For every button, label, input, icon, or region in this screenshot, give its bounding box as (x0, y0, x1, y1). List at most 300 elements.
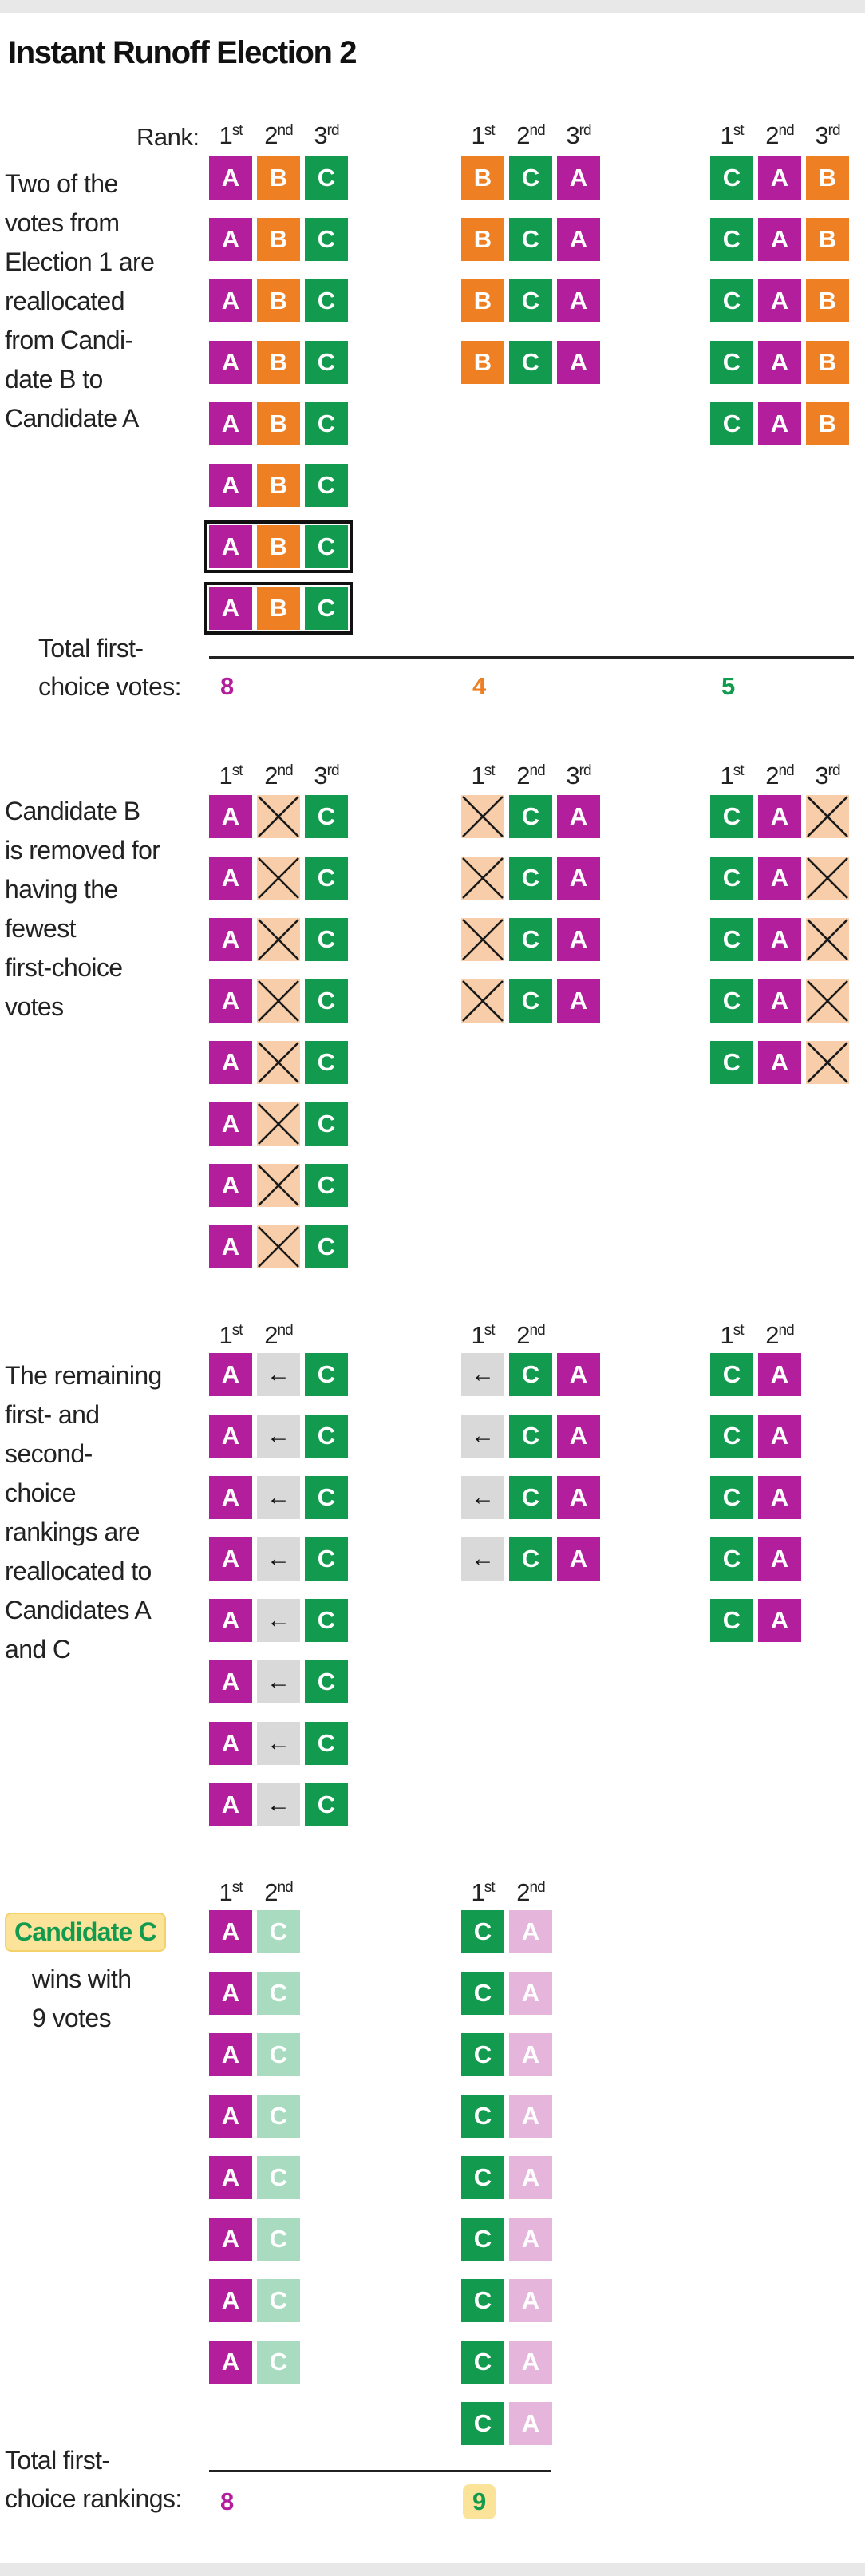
candidate-c-cell: C (305, 918, 348, 961)
candidate-a-cell: A (209, 1783, 252, 1826)
rank-number: 2 (765, 1321, 779, 1349)
rank-suffix: st (231, 1322, 243, 1339)
rank-suffix: nd (277, 1879, 293, 1896)
candidate-c-cell: C (305, 795, 348, 838)
section-3-text (5, 1356, 162, 1669)
candidate-c-cell: C (305, 525, 348, 568)
candidate-c-cell: C (461, 1972, 504, 2015)
candidate-c-cell: C (710, 402, 753, 445)
x-mark-icon (461, 857, 504, 900)
text-line: 9 votes (32, 2004, 111, 2032)
x-mark-icon (806, 1041, 849, 1084)
candidate-a-cell: A (209, 1599, 252, 1642)
rank-suffix: rd (579, 762, 591, 779)
candidate-c-cell: C (461, 2033, 504, 2076)
x-mark-icon (461, 918, 504, 961)
candidate-a-cell: A (209, 2156, 252, 2199)
text-line: and C (5, 1635, 71, 1664)
text-line: second- (5, 1439, 93, 1468)
candidate-c-cell: C (509, 1476, 552, 1519)
rank-suffix: rd (326, 762, 339, 779)
candidate-c-faded-cell: C (257, 2156, 300, 2199)
rank-header-2 (755, 123, 804, 148)
winner-badge: Candidate C (5, 1913, 166, 1952)
rank-header-2 (254, 123, 303, 148)
rank-suffix: st (733, 1322, 744, 1339)
candidate-a-cell: A (209, 1476, 252, 1519)
totals-divider (209, 2470, 551, 2472)
removed-candidate-cell (257, 857, 300, 900)
removed-candidate-cell (461, 979, 504, 1023)
removed-candidate-cell (257, 918, 300, 961)
rank-number: 1 (471, 1321, 484, 1349)
removed-candidate-cell (806, 857, 849, 900)
rank-number: 1 (219, 1878, 232, 1906)
candidate-a-cell: A (209, 2218, 252, 2261)
text-line: reallocated (5, 287, 124, 315)
rank-number: 2 (264, 1321, 278, 1349)
candidate-c-faded-cell: C (257, 2218, 300, 2261)
candidate-c-faded-cell: C (257, 2033, 300, 2076)
x-mark-icon (257, 918, 300, 961)
removed-candidate-cell (257, 1225, 300, 1268)
rank-header-3 (302, 763, 351, 788)
rank-number: 2 (765, 762, 779, 789)
candidate-c-cell: C (509, 1537, 552, 1581)
page-title: Instant Runoff Election 2 (8, 35, 357, 70)
candidate-a-cell: A (209, 1537, 252, 1581)
candidate-a-faded-cell: A (509, 2341, 552, 2384)
candidate-c-cell: C (509, 156, 552, 200)
rank-suffix: st (231, 762, 243, 779)
x-mark-icon (257, 1041, 300, 1084)
candidate-a-cell: A (758, 1537, 801, 1581)
candidate-a-cell: A (209, 587, 252, 630)
candidate-c-cell: C (305, 1660, 348, 1703)
rank-header-1 (458, 1880, 508, 1905)
candidate-b-cell: B (257, 464, 300, 507)
section-1-text (5, 164, 154, 438)
text-line: Election 1 are (5, 247, 155, 276)
total-votes-a: 8 (220, 672, 235, 700)
candidate-c-cell: C (305, 587, 348, 630)
candidate-c-cell: C (710, 156, 753, 200)
candidate-a-faded-cell: A (509, 2279, 552, 2322)
totals-divider (209, 656, 854, 659)
candidate-c-cell: C (710, 1599, 753, 1642)
candidate-a-cell: A (209, 2033, 252, 2076)
rank-number: 1 (471, 121, 484, 149)
rank-header-2 (506, 123, 555, 148)
candidate-a-cell: A (758, 1599, 801, 1642)
candidate-c-cell: C (305, 1722, 348, 1765)
removed-candidate-cell (461, 918, 504, 961)
candidate-a-cell: A (758, 918, 801, 961)
rank-header-1 (707, 1323, 756, 1347)
section-2-text (5, 792, 160, 1027)
rank-header-2 (254, 763, 303, 788)
candidate-a-cell: A (758, 1041, 801, 1084)
rank-number: 1 (219, 121, 232, 149)
reallocation-arrow-icon: ← (257, 1722, 300, 1765)
removed-candidate-cell (806, 979, 849, 1023)
candidate-a-cell: A (557, 279, 600, 322)
rank-suffix: nd (277, 122, 293, 139)
rank-suffix: nd (277, 762, 293, 779)
reallocation-arrow-icon: ← (257, 1476, 300, 1519)
x-mark-icon (806, 795, 849, 838)
candidate-c-cell: C (305, 1102, 348, 1146)
totals-label (5, 2441, 182, 2518)
reallocated-ballot-outline (204, 520, 353, 573)
candidate-c-cell: C (305, 402, 348, 445)
candidate-c-cell: C (509, 918, 552, 961)
text-line: wins with (32, 1965, 132, 1993)
rank-header-1 (206, 1323, 255, 1347)
x-mark-icon (461, 979, 504, 1023)
rank-number: 1 (720, 762, 733, 789)
rank-number: 3 (314, 762, 327, 789)
text-line: Candidate A (5, 404, 139, 433)
candidate-a-cell: A (209, 795, 252, 838)
reallocation-arrow-icon: ← (461, 1415, 504, 1458)
candidate-a-cell: A (209, 341, 252, 384)
candidate-a-cell: A (209, 1972, 252, 2015)
candidate-a-cell: A (209, 979, 252, 1023)
candidate-c-cell: C (710, 1041, 753, 1084)
rank-number: 1 (471, 762, 484, 789)
candidate-c-cell: C (509, 795, 552, 838)
rank-header-2 (755, 763, 804, 788)
totals-label-line: choice votes: (38, 672, 181, 701)
candidate-a-cell: A (557, 218, 600, 261)
candidate-c-cell: C (305, 1599, 348, 1642)
candidate-c-cell: C (461, 1910, 504, 1953)
candidate-a-cell: A (209, 1041, 252, 1084)
x-mark-icon (806, 979, 849, 1023)
x-mark-icon (257, 1164, 300, 1207)
candidate-b-cell: B (461, 279, 504, 322)
candidate-a-cell: A (209, 2341, 252, 2384)
rank-number: 1 (720, 121, 733, 149)
candidate-a-cell: A (209, 402, 252, 445)
candidate-c-cell: C (305, 1225, 348, 1268)
text-line: Candidate B (5, 797, 140, 825)
candidate-c-cell: C (305, 464, 348, 507)
candidate-c-faded-cell: C (257, 2341, 300, 2384)
text-line: fewest (5, 914, 76, 943)
removed-candidate-cell (257, 1102, 300, 1146)
rank-suffix: rd (326, 122, 339, 139)
rank-header-1 (707, 123, 756, 148)
x-mark-icon (257, 795, 300, 838)
candidate-c-cell: C (305, 1783, 348, 1826)
removed-candidate-cell (806, 795, 849, 838)
removed-candidate-cell (257, 795, 300, 838)
bottom-rule (0, 2563, 865, 2576)
candidate-b-cell: B (806, 218, 849, 261)
rank-header-3 (554, 123, 603, 148)
candidate-c-cell: C (710, 1476, 753, 1519)
rank-suffix: st (231, 1879, 243, 1896)
rank-number: 2 (516, 762, 530, 789)
rank-header-1 (206, 763, 255, 788)
rank-number: 2 (264, 121, 278, 149)
candidate-a-cell: A (758, 156, 801, 200)
totals-label-line: choice rankings: (5, 2484, 182, 2513)
candidate-c-faded-cell: C (257, 1972, 300, 2015)
candidate-b-cell: B (461, 156, 504, 200)
rank-suffix: nd (529, 762, 545, 779)
candidate-a-cell: A (758, 341, 801, 384)
candidate-a-cell: A (758, 218, 801, 261)
candidate-c-cell: C (509, 1415, 552, 1458)
candidate-b-cell: B (806, 279, 849, 322)
rank-header-2 (506, 763, 555, 788)
rank-number: 2 (516, 1321, 530, 1349)
text-line: is removed for (5, 836, 160, 865)
candidate-c-cell: C (710, 795, 753, 838)
candidate-a-cell: A (557, 1353, 600, 1396)
candidate-c-cell: C (305, 979, 348, 1023)
candidate-c-cell: C (305, 1476, 348, 1519)
candidate-c-cell: C (305, 1041, 348, 1084)
candidate-a-faded-cell: A (509, 1972, 552, 2015)
candidate-c-cell: C (710, 279, 753, 322)
section-4-text (32, 1960, 131, 2038)
rank-suffix: nd (778, 762, 794, 779)
candidate-a-cell: A (209, 918, 252, 961)
x-mark-icon (806, 918, 849, 961)
rank-label: Rank: (136, 123, 199, 151)
candidate-b-cell: B (806, 156, 849, 200)
candidate-a-cell: A (209, 218, 252, 261)
rank-suffix: nd (529, 1322, 545, 1339)
rank-suffix: nd (778, 1322, 794, 1339)
rank-suffix: rd (827, 122, 840, 139)
total-votes-c: 5 (721, 672, 736, 700)
candidate-a-cell: A (209, 1102, 252, 1146)
reallocation-arrow-icon: ← (461, 1537, 504, 1581)
x-mark-icon (257, 857, 300, 900)
text-line: choice (5, 1478, 76, 1507)
candidate-a-cell: A (209, 156, 252, 200)
rank-number: 3 (566, 762, 579, 789)
candidate-c-faded-cell: C (257, 2095, 300, 2138)
reallocated-ballot-outline (204, 582, 353, 635)
candidate-b-cell: B (806, 402, 849, 445)
totals-label-line: Total first- (38, 634, 144, 663)
rank-number: 2 (516, 121, 530, 149)
text-line: first-choice (5, 953, 123, 982)
reallocation-arrow-icon: ← (257, 1537, 300, 1581)
text-line: date B to (5, 365, 103, 394)
rank-number: 2 (264, 762, 278, 789)
removed-candidate-cell (461, 857, 504, 900)
candidate-a-cell: A (209, 525, 252, 568)
candidate-c-cell: C (305, 1415, 348, 1458)
candidate-c-cell: C (710, 341, 753, 384)
candidate-b-cell: B (257, 279, 300, 322)
candidate-a-cell: A (209, 1353, 252, 1396)
x-mark-icon (806, 857, 849, 900)
removed-candidate-cell (257, 1164, 300, 1207)
rank-suffix: st (484, 122, 495, 139)
candidate-a-cell: A (209, 1910, 252, 1953)
rank-number: 1 (219, 1321, 232, 1349)
text-line: rankings are (5, 1518, 140, 1546)
text-line: Candidates A (5, 1596, 152, 1624)
rank-number: 2 (264, 1878, 278, 1906)
candidate-b-cell: B (257, 402, 300, 445)
candidate-c-cell: C (461, 2095, 504, 2138)
candidate-c-cell: C (509, 1353, 552, 1396)
rank-suffix: rd (827, 762, 840, 779)
candidate-a-cell: A (209, 2279, 252, 2322)
candidate-a-cell: A (758, 1476, 801, 1519)
candidate-c-cell: C (305, 279, 348, 322)
candidate-c-faded-cell: C (257, 1910, 300, 1953)
candidate-c-cell: C (509, 341, 552, 384)
candidate-a-cell: A (209, 857, 252, 900)
rank-header-3 (803, 123, 852, 148)
rank-header-2 (254, 1880, 303, 1905)
candidate-a-cell: A (758, 857, 801, 900)
candidate-c-cell: C (509, 218, 552, 261)
rank-suffix: nd (277, 1322, 293, 1339)
candidate-c-cell: C (509, 279, 552, 322)
candidate-c-cell: C (710, 918, 753, 961)
candidate-c-cell: C (305, 1537, 348, 1581)
rank-suffix: st (484, 1322, 495, 1339)
rank-suffix: nd (529, 122, 545, 139)
candidate-a-cell: A (758, 979, 801, 1023)
text-line: from Candi- (5, 326, 133, 354)
text-line: The remaining (5, 1361, 162, 1390)
candidate-c-cell: C (710, 1353, 753, 1396)
candidate-a-faded-cell: A (509, 2095, 552, 2138)
rank-header-1 (458, 763, 508, 788)
reallocation-arrow-icon: ← (257, 1660, 300, 1703)
reallocation-arrow-icon: ← (257, 1599, 300, 1642)
rank-number: 3 (566, 121, 579, 149)
candidate-a-cell: A (557, 156, 600, 200)
candidate-b-cell: B (257, 525, 300, 568)
candidate-c-cell: C (461, 2279, 504, 2322)
rank-header-3 (554, 763, 603, 788)
candidate-a-cell: A (209, 1722, 252, 1765)
reallocation-arrow-icon: ← (257, 1783, 300, 1826)
candidate-a-cell: A (557, 857, 600, 900)
candidate-b-cell: B (257, 341, 300, 384)
removed-candidate-cell (257, 1041, 300, 1084)
rank-header-1 (206, 1880, 255, 1905)
candidate-c-faded-cell: C (257, 2279, 300, 2322)
candidate-a-cell: A (557, 1476, 600, 1519)
candidate-a-cell: A (557, 1537, 600, 1581)
candidate-b-cell: B (461, 341, 504, 384)
text-line: having the (5, 875, 118, 904)
candidate-c-cell: C (509, 857, 552, 900)
rank-header-2 (506, 1880, 555, 1905)
x-mark-icon (257, 1102, 300, 1146)
candidate-b-cell: B (806, 341, 849, 384)
rank-number: 1 (471, 1878, 484, 1906)
reallocation-arrow-icon: ← (461, 1476, 504, 1519)
candidate-a-faded-cell: A (509, 2033, 552, 2076)
rank-number: 3 (314, 121, 327, 149)
candidate-b-cell: B (257, 218, 300, 261)
candidate-c-cell: C (710, 1537, 753, 1581)
rank-header-3 (803, 763, 852, 788)
rank-suffix: nd (529, 1879, 545, 1896)
rank-header-2 (254, 1323, 303, 1347)
text-line: votes (5, 992, 64, 1021)
rank-suffix: rd (579, 122, 591, 139)
candidate-a-cell: A (557, 795, 600, 838)
rank-header-2 (506, 1323, 555, 1347)
candidate-c-cell: C (305, 218, 348, 261)
rank-number: 3 (815, 121, 828, 149)
removed-candidate-cell (257, 979, 300, 1023)
text-line: Two of the (5, 169, 118, 198)
x-mark-icon (461, 795, 504, 838)
rank-suffix: st (733, 762, 744, 779)
text-line: first- and (5, 1400, 100, 1429)
candidate-b-cell: B (257, 156, 300, 200)
removed-candidate-cell (461, 795, 504, 838)
total-votes-b: 4 (472, 672, 487, 700)
x-mark-icon (257, 1225, 300, 1268)
rank-header-3 (302, 123, 351, 148)
candidate-a-cell: A (758, 795, 801, 838)
candidate-c-cell: C (305, 1164, 348, 1207)
reallocation-arrow-icon: ← (257, 1353, 300, 1396)
rank-header-1 (707, 763, 756, 788)
candidate-a-faded-cell: A (509, 2156, 552, 2199)
candidate-a-cell: A (758, 402, 801, 445)
rank-number: 3 (815, 762, 828, 789)
totals-label (38, 629, 181, 706)
candidate-c-cell: C (461, 2218, 504, 2261)
rank-suffix: st (733, 122, 744, 139)
candidate-a-cell: A (557, 1415, 600, 1458)
candidate-a-cell: A (557, 918, 600, 961)
candidate-a-cell: A (209, 2095, 252, 2138)
x-mark-icon (257, 979, 300, 1023)
total-votes-a: 8 (220, 2487, 235, 2515)
candidate-c-cell: C (710, 857, 753, 900)
candidate-c-cell: C (305, 341, 348, 384)
candidate-a-faded-cell: A (509, 2402, 552, 2445)
candidate-c-cell: C (710, 218, 753, 261)
rank-header-2 (755, 1323, 804, 1347)
text-line: votes from (5, 208, 120, 237)
candidate-a-cell: A (209, 464, 252, 507)
rank-number: 2 (765, 121, 779, 149)
candidate-c-cell: C (305, 857, 348, 900)
totals-label-line: Total first- (5, 2446, 110, 2475)
candidate-a-cell: A (209, 279, 252, 322)
candidate-c-cell: C (710, 1415, 753, 1458)
candidate-c-cell: C (305, 156, 348, 200)
candidate-a-cell: A (758, 1415, 801, 1458)
total-votes-c: 9 (463, 2484, 496, 2519)
reallocation-arrow-icon: ← (461, 1353, 504, 1396)
candidate-a-faded-cell: A (509, 1910, 552, 1953)
rank-number: 2 (516, 1878, 530, 1906)
candidate-a-cell: A (209, 1164, 252, 1207)
